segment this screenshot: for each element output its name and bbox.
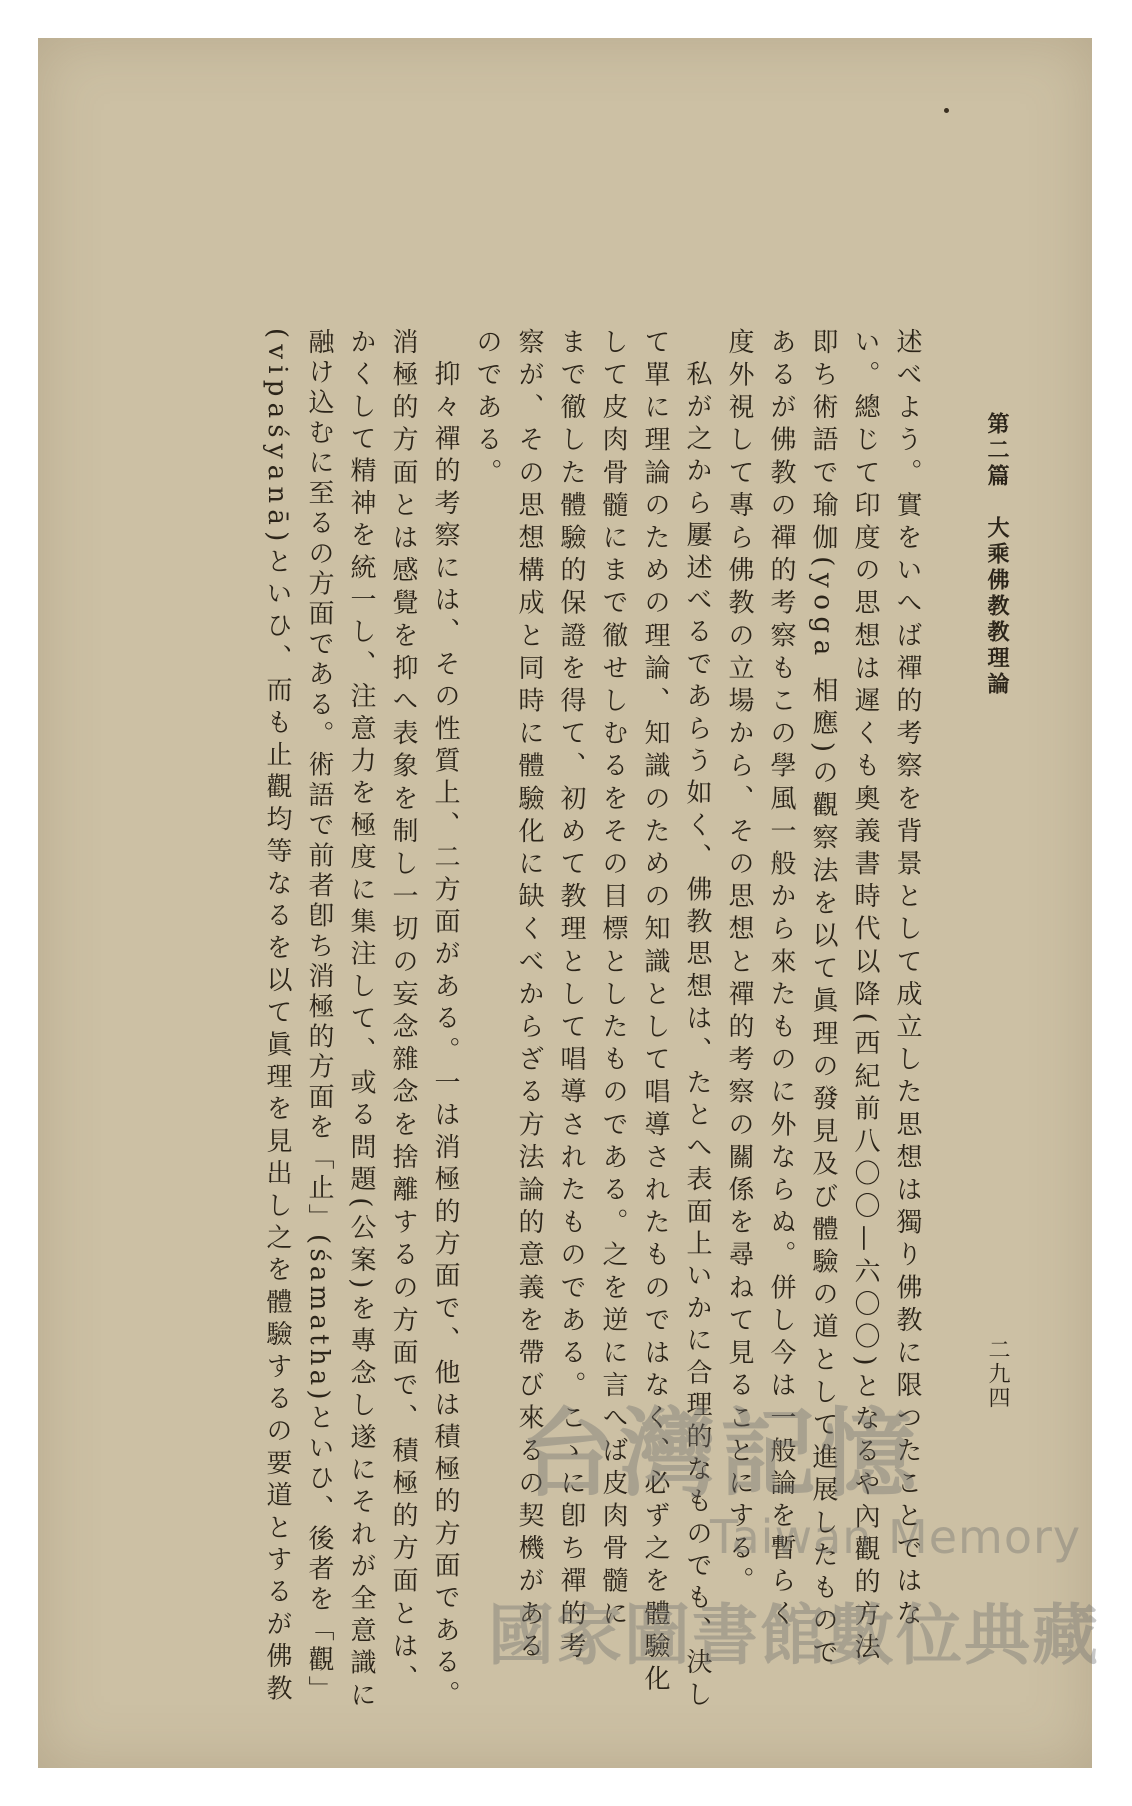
text-line-7: て單に理論のための理論、知識のための知識として唱導されたものではなく、必ず之を體驗化: [640, 328, 670, 1698]
text-line-5: 度外視して專ら佛教の立場から、その思想と禪的考察の關係を尋ねて見ることにする。: [724, 328, 754, 1600]
text-line-15: 融け込むに至るの方面である。術語で前者卽ち消極的方面を「止」(śamatha)といひ、後者を「觀」: [304, 328, 334, 1706]
text-line-10: 察が、その思想構成と同時に體驗化に缺くべからざる方法論的意義を帶び來るの契機がある: [514, 328, 544, 1665]
text-line-1: 述べよう。實をいへば禪的考察を背景として成立した思想は獨り佛教に限つたことではな: [892, 328, 922, 1632]
ink-spot: [944, 108, 949, 113]
text-line-11: のである。: [472, 328, 502, 491]
text-line-3: 即ち術語で瑜伽(yoga 相應)の觀察法を以て眞理の發見及び體驗の道として進展したもので: [808, 328, 838, 1672]
text-line-16: (vipaśyanā)といひ、而も止觀均等なるを以て眞理を見出し之を體驗するの要道とするが佛教: [262, 328, 292, 1707]
watermark-logo: 台灣記憶: [520, 1398, 920, 1510]
watermark-english: Taiwan Memory: [710, 1510, 1082, 1564]
watermark-library: 國家圖書館數位典藏: [488, 1597, 1100, 1674]
text-line-6: 私が之から屢述べるであらう如く、佛教思想は、たとへ表面上いかに合理的なものでも、決し: [682, 328, 712, 1713]
text-line-9: まで徹した體驗的保證を得て、初めて教理として唱導されたものである。こゝに卽ち禪的考: [556, 328, 586, 1665]
text-line-14: かくして精神を統一し、注意力を極度に集注して、或る問題(公案)を專念し遂にそれが全意識に: [346, 328, 376, 1714]
text-line-13: 消極的方面とは感覺を抑へ表象を制し一切の妄念雜念を捨離するの方面で、積極的方面とは、: [388, 328, 418, 1698]
page-number: 二九四: [985, 1338, 1010, 1410]
running-header-title: 第二篇 大乘佛教教理論: [984, 412, 1010, 698]
text-line-8: して皮肉骨髓にまで徹せしむるをその目標としたものである。之を逆に言へば皮肉骨髓に: [598, 328, 628, 1632]
text-line-12: 抑々禪的考察には、その性質上、二方面がある。一は消極的方面で、他は積極的方面である。: [430, 328, 460, 1713]
text-line-4: あるが佛教の禪的考察もこの學風一般から來たものに外ならぬ。併し今は一般論を暫らく: [766, 328, 796, 1632]
text-line-2: い。總じて印度の思想は遲くも奧義書時代以降(西紀前八〇〇—六〇〇)となるや內觀的方法: [850, 328, 880, 1666]
